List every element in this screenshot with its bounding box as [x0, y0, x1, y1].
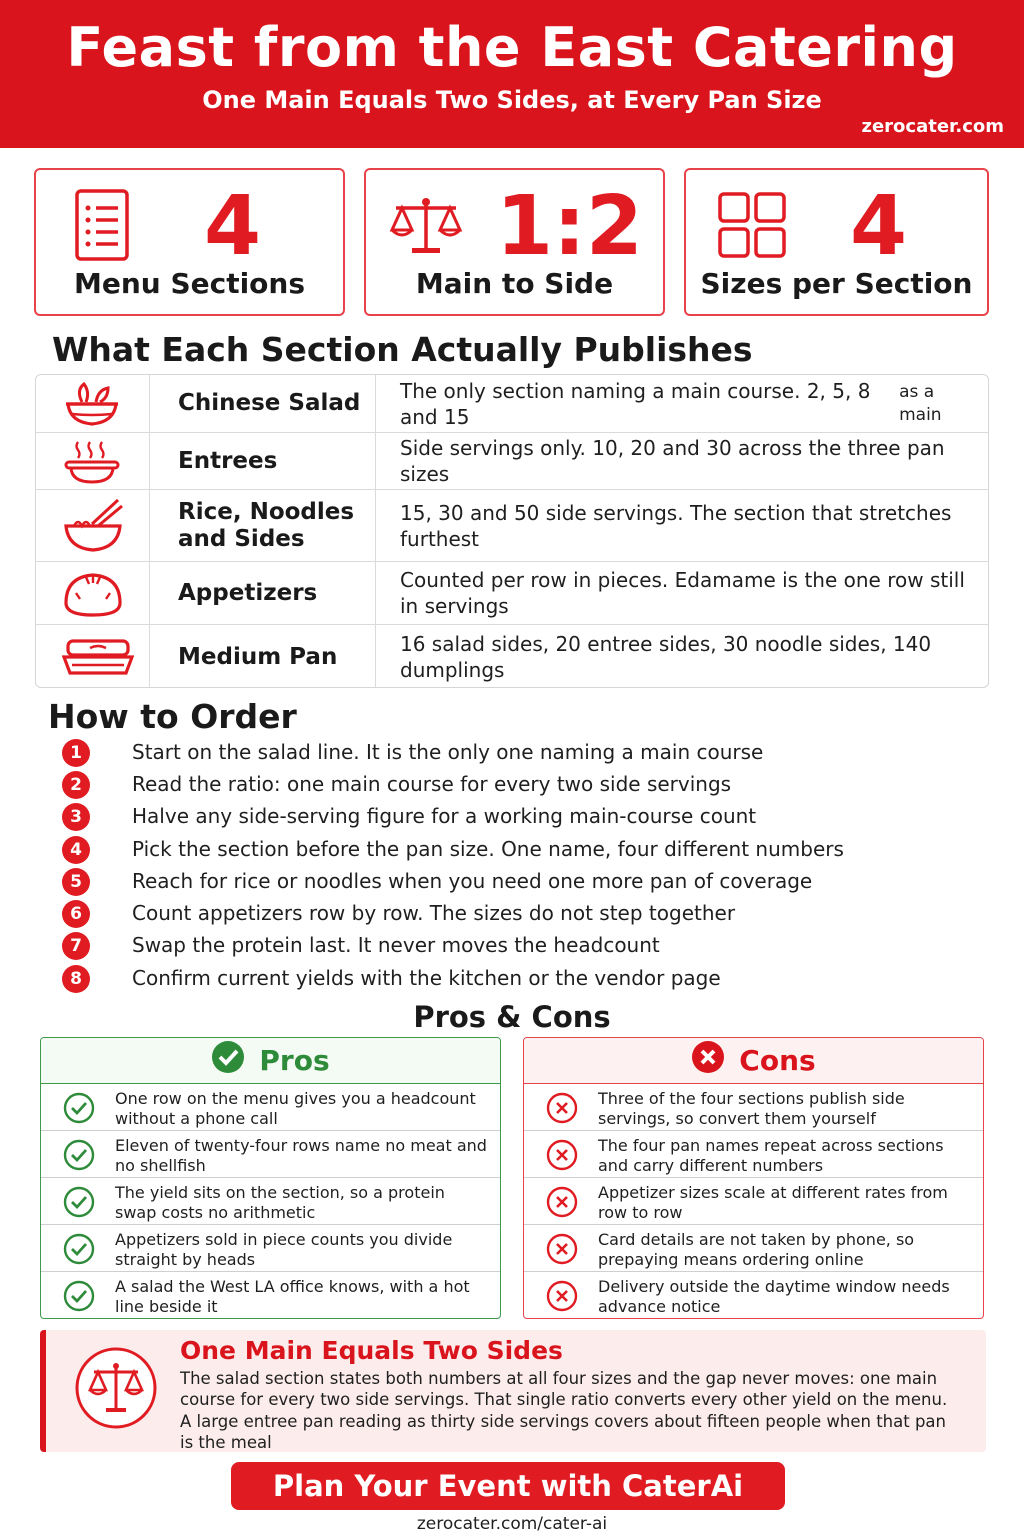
callout-title: One Main Equals Two Sides: [180, 1336, 563, 1365]
pros-panel: [40, 1037, 501, 1319]
stat-card-menu-sections: [34, 168, 345, 316]
check-icon: [63, 1092, 95, 1128]
section-name: Entrees: [150, 433, 376, 489]
proscons-heading: Pros & Cons: [413, 1000, 611, 1034]
con-text: Appetizer sizes scale at different rates from row to row: [598, 1183, 948, 1222]
stat-label: Menu Sections: [73, 267, 306, 300]
pros-title: Pros: [259, 1044, 330, 1077]
pro-text: Appetizers sold in piece counts you divide straight by heads: [115, 1230, 453, 1269]
stat-label: Main to Side: [415, 267, 614, 300]
section-name: Chinese Salad: [150, 375, 376, 432]
stat-value: 4: [850, 179, 908, 274]
list-item: [62, 738, 962, 768]
step-number: 4: [62, 836, 90, 864]
list-item: [62, 899, 962, 929]
stat-value: 1:2: [496, 179, 643, 274]
list-item: [62, 867, 962, 897]
section-description: Counted per row in pieces. Edamame is the one row still in servings: [400, 568, 965, 618]
step-text: Reach for rice or noodles when you need one more pan of coverage: [132, 869, 813, 893]
stat-card-sizes-per-section: [684, 168, 989, 316]
step-text: Start on the salad line. It is the only one naming a main course: [132, 740, 764, 764]
stat-value: 4: [204, 179, 262, 274]
x-icon: [546, 1139, 578, 1175]
list-item: [41, 1084, 500, 1131]
table-row: [36, 375, 989, 433]
con-text: The four pan names repeat across sections and carry different numbers: [598, 1136, 944, 1175]
section-name: Medium Pan: [150, 625, 376, 688]
step-number: 6: [62, 900, 90, 928]
section-name: Rice, Noodles and Sides: [150, 490, 376, 561]
order-heading: How to Order: [48, 697, 297, 736]
stat-card-main-to-side: [364, 168, 665, 316]
step-text: Pick the section before the pan size. One name, four different numbers: [132, 837, 844, 861]
list-item: [41, 1131, 500, 1178]
page-subtitle: One Main Equals Two Sides, at Every Pan Size: [202, 86, 822, 114]
table-row: [36, 490, 989, 562]
step-number: 5: [62, 868, 90, 896]
cons-title: Cons: [739, 1044, 816, 1077]
section-description: Side servings only. 10, 20 and 30 across the three pan sizes: [400, 436, 945, 486]
balance-scale-icon: [388, 194, 464, 260]
x-circle-icon: [691, 1040, 739, 1081]
x-icon: [546, 1092, 578, 1128]
check-icon: [63, 1233, 95, 1269]
step-text: Read the ratio: one main course for every two side servings: [132, 772, 732, 796]
ratio-callout: [40, 1330, 986, 1452]
pro-text: Eleven of twenty-four rows name no meat and no shellfish: [115, 1136, 487, 1175]
step-text: Count appetizers row by row. The sizes do not step together: [132, 901, 736, 925]
step-number: 2: [62, 771, 90, 799]
step-number: 3: [62, 803, 90, 831]
x-icon: [546, 1233, 578, 1269]
list-item: [524, 1131, 983, 1178]
header-banner: [0, 0, 1024, 148]
step-text: Swap the protein last. It never moves the headcount: [132, 933, 660, 957]
list-item: [41, 1225, 500, 1272]
pro-text: One row on the menu gives you a headcount without a phone call: [115, 1089, 476, 1128]
pro-text: The yield sits on the section, so a protein swap costs no arithmetic: [115, 1183, 445, 1222]
table-row: [36, 562, 989, 625]
list-item: [41, 1272, 500, 1319]
x-icon: [546, 1186, 578, 1222]
list-item: [524, 1178, 983, 1225]
sections-table: [35, 374, 989, 688]
page-title: Feast from the East Catering: [66, 16, 958, 79]
list-item: [62, 964, 962, 994]
site-link[interactable]: zerocater.com: [861, 116, 1004, 137]
list-item: [62, 931, 962, 961]
step-number: 8: [62, 965, 90, 993]
list-item: [524, 1225, 983, 1272]
list-item: [41, 1178, 500, 1225]
step-text: Confirm current yields with the kitchen or the vendor page: [132, 966, 721, 990]
table-row: [36, 625, 989, 688]
grid-icon: [718, 192, 786, 262]
section-description: 16 salad sides, 20 entree sides, 30 noodle sides, 140 dumplings: [400, 632, 932, 682]
balance-scale-icon: [74, 1346, 158, 1434]
plan-event-button[interactable]: Plan Your Event with CaterAi: [231, 1462, 785, 1510]
section-description: 15, 30 and 50 side servings. The section that stretches furthest: [400, 500, 952, 551]
con-text: Card details are not taken by phone, so prepaying means ordering online: [598, 1230, 915, 1269]
step-text: Halve any side-serving figure for a working main-course count: [132, 804, 757, 828]
list-item: [524, 1084, 983, 1131]
section-name: Appetizers: [150, 562, 376, 624]
cons-panel: [523, 1037, 984, 1319]
list-item: [62, 802, 962, 832]
list-item: [62, 835, 962, 865]
section-description: The only section naming a main course. 2, 5, 8 and 15 as a main: [400, 378, 942, 429]
stat-label: Sizes per Section: [700, 267, 973, 300]
check-icon: [63, 1186, 95, 1222]
step-number: 1: [62, 739, 90, 767]
callout-text: The salad section states both numbers at all four sizes and the gap never moves: one main course for every two side servings. That single ratio converts every other yield on the menu. A large entree pan reading as thirty side servings covers about fifteen people when that pan is the meal: [180, 1369, 948, 1453]
con-text: Delivery outside the daytime window needs advance notice: [598, 1277, 950, 1316]
check-circle-icon: [211, 1040, 259, 1081]
sections-heading: What Each Section Actually Publishes: [52, 330, 753, 369]
cta-url-link[interactable]: zerocater.com/cater-ai: [416, 1514, 608, 1534]
step-number: 7: [62, 932, 90, 960]
check-icon: [63, 1139, 95, 1175]
list-item: [524, 1272, 983, 1319]
pro-text: A salad the West LA office knows, with a hot line beside it: [115, 1277, 470, 1316]
menu-list-icon: [74, 188, 130, 266]
check-icon: [63, 1280, 95, 1316]
table-row: [36, 433, 989, 490]
list-item: [62, 770, 962, 800]
con-text: Three of the four sections publish side servings, so convert them yourself: [598, 1089, 905, 1128]
x-icon: [546, 1280, 578, 1316]
